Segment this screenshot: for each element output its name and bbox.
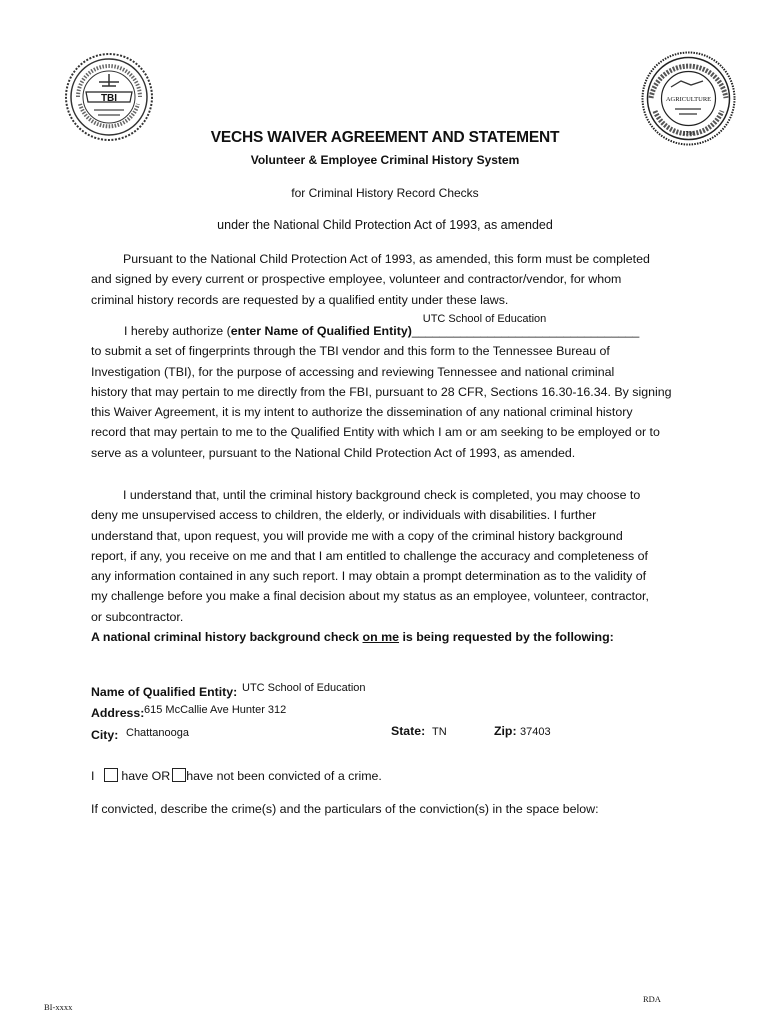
authorization-lead-text: I hereby authorize ( <box>124 324 231 338</box>
document-subtitle-line3: for Criminal History Record Checks <box>291 186 479 200</box>
footer-rda-mark: RDA <box>643 994 661 1004</box>
paragraph-understanding <box>91 485 691 647</box>
paragraph-purpose <box>91 249 691 310</box>
paragraph-line: my challenge before you make a final decision about my status as an employee, volunteer, contractor, <box>91 589 649 604</box>
conviction-line <box>91 768 382 783</box>
have-convicted-checkbox[interactable] <box>104 768 118 782</box>
city-label: City: <box>91 728 119 742</box>
paragraph-line: or subcontractor. <box>91 609 184 624</box>
paragraph-line: serve as a volunteer, pursuant to the National Child Protection Act of 1993, as amended. <box>91 445 576 460</box>
paragraph-line: history that may pertain to me directly from the FBI, pursuant to 28 CFR, Sections 16.30-16.34. By signing <box>91 384 672 399</box>
zip-field[interactable]: 37403 <box>520 726 551 738</box>
document-subtitle-line4: under the National Child Protection Act of 1993, as amended <box>217 218 553 232</box>
paragraph-line: to submit a set of fingerprints through the TBI vendor and this form to the Tennessee Bureau of <box>91 344 610 359</box>
conviction-description-area[interactable] <box>91 825 691 975</box>
paragraph-line: any information contained in any such report. I may obtain a prompt determination as to the validity of <box>91 569 647 584</box>
state-field[interactable]: TN <box>432 726 447 738</box>
footer-form-number: BI-xxxx <box>44 1002 73 1012</box>
request-statement: A national criminal history background check on me is being requested by the following: <box>91 630 614 645</box>
authorization-first-line <box>91 313 691 341</box>
tbi-seal-center-text: TBI <box>100 93 118 104</box>
entity-field-prefix: _ <box>411 324 419 338</box>
document-subtitle: Volunteer & Employee Criminal History System <box>250 153 520 167</box>
paragraph-line: deny me unsupervised access to children, the elderly, or individuals with disabilities. I further <box>91 508 597 523</box>
paragraph-line: report, if any, you receive on me and that I am entitled to challenge the accuracy and completeness of <box>91 548 648 563</box>
address-label: Address: <box>91 706 145 720</box>
conviction-prefix: I <box>91 769 95 783</box>
document-title: VECHS WAIVER AGREEMENT AND STATEMENT <box>210 129 560 146</box>
paragraph-line: record that may pertain to me to the Qualified Entity with which I am or am seeking to be employed or to <box>91 425 660 440</box>
entity-name-field[interactable]: UTC School of Education <box>242 682 366 694</box>
entity-field-underline: ________________________________ <box>418 324 640 338</box>
entity-name-label: Name of Qualified Entity: <box>91 685 238 699</box>
paragraph-line: and signed by every current or prospective employee, volunteer and contractor/vendor, for whom <box>91 272 622 287</box>
address-field[interactable]: 615 McCallie Ave Hunter 312 <box>144 704 287 716</box>
paragraph-line: I understand that, until the criminal history background check is completed, you may choose to <box>123 488 641 502</box>
authorized-entity-value: UTC School of Education <box>422 313 547 325</box>
authorized-entity-field[interactable] <box>418 313 640 341</box>
paragraph-line: criminal history records are requested by a qualified entity under these laws. <box>91 292 509 307</box>
paragraph-line: Investigation (TBI), for the purpose of accessing and reviewing Tennessee and national criminal <box>91 364 615 379</box>
zip-label: Zip: <box>494 724 517 738</box>
have-not-label: have not been convicted of a crime. <box>186 769 382 783</box>
city-field[interactable]: Chattanooga <box>126 727 189 739</box>
have-label: have OR <box>121 769 171 783</box>
have-not-convicted-checkbox[interactable] <box>172 768 186 782</box>
paragraph-line: Pursuant to the National Child Protection Act of 1993, as amended, this form must be completed <box>123 252 650 266</box>
paragraph-line: understand that, upon request, you will provide me with a copy of the criminal history background <box>91 528 623 543</box>
paragraph-authorization <box>91 313 691 463</box>
state-label: State: <box>391 724 426 738</box>
paragraph-line: this Waiver Agreement, it is my intent to authorize the dissemination of any national criminal history <box>91 405 633 420</box>
state-seal-center-text: AGRICULTURE <box>665 96 712 103</box>
state-seal-year-text: 1796 <box>682 131 695 137</box>
describe-instructions: If convicted, describe the crime(s) and the particulars of the conviction(s) in the space below: <box>91 802 599 816</box>
qualified-entity-label: enter Name of Qualified Entity) <box>230 324 412 338</box>
